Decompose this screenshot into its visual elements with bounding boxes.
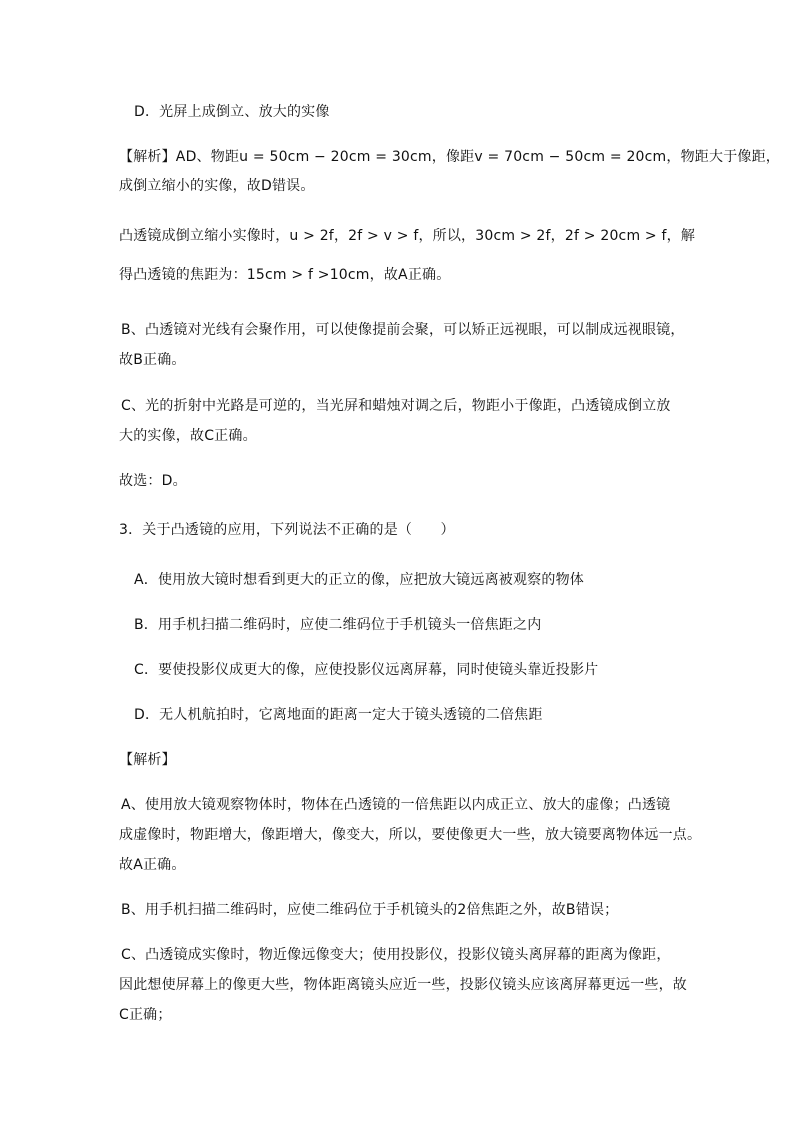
option-a: A．使用放大镜时想看到更大的正立的像，应把放大镜远离被观察的物体	[134, 572, 584, 588]
analysis-line: 故B正确。	[119, 352, 186, 368]
analysis-line: C、凸透镜成实像时，物近像远像变大；使用投影仪，投影仪镜头离屏幕的距离为像距，	[121, 947, 671, 963]
analysis-line: B、凸透镜对光线有会聚作用，可以使像提前会聚，可以矫正远视眼，可以制成远视眼镜，	[121, 322, 685, 338]
option-d-line: D．光屏上成倒立、放大的实像	[134, 104, 330, 120]
analysis-line: C、光的折射中光路是可逆的，当光屏和蜡烛对调之后，物距小于像距，凸透镜成倒立放	[121, 398, 671, 414]
analysis-line: 因此想使屏幕上的像更大些，物体距离镜头应近一些，投影仪镜头应该离屏幕更远一些，故	[119, 977, 687, 993]
option-b: B．用手机扫描二维码时，应使二维码位于手机镜头一倍焦距之内	[134, 617, 542, 633]
option-c: C．要使投影仪成更大的像，应使投影仪远离屏幕，同时使镜头靠近投影片	[134, 662, 599, 678]
analysis-line: 故A正确。	[119, 857, 186, 873]
analysis-line: A、使用放大镜观察物体时，物体在凸透镜的一倍焦距以内成正立、放大的虚像；凸透镜	[121, 797, 671, 813]
option-d: D．无人机航拍时，它离地面的距离一定大于镜头透镜的二倍焦距	[134, 707, 543, 723]
analysis-line: C正确；	[119, 1007, 172, 1023]
analysis-line: 得凸透镜的焦距为：15cm > f >10cm，故A正确。	[119, 267, 451, 283]
analysis-line: 【解析】AD、物距u = 50cm − 20cm = 30cm，像距v = 70cm − 50cm = 20cm，物距大于像距，	[119, 149, 780, 165]
analysis-line: 凸透镜成倒立缩小实像时，u > 2f，2f > v > f，所以，30cm > 2f，2f > 20cm > f，解	[119, 228, 696, 244]
answer-line: 故选：D。	[119, 473, 187, 489]
question-3-title: 3．关于凸透镜的应用，下列说法不正确的是（ ）	[119, 522, 455, 538]
analysis-heading: 【解析】	[119, 752, 176, 768]
analysis-line: B、用手机扫描二维码时，应使二维码位于手机镜头的2倍焦距之外，故B错误；	[121, 902, 619, 918]
analysis-line: 大的实像，故C正确。	[119, 428, 257, 444]
analysis-line: 成虚像时，物距增大，像距增大，像变大，所以，要使像更大一些，放大镜要离物体远一点。	[119, 827, 702, 843]
analysis-line: 成倒立缩小的实像，故D错误。	[119, 178, 315, 194]
